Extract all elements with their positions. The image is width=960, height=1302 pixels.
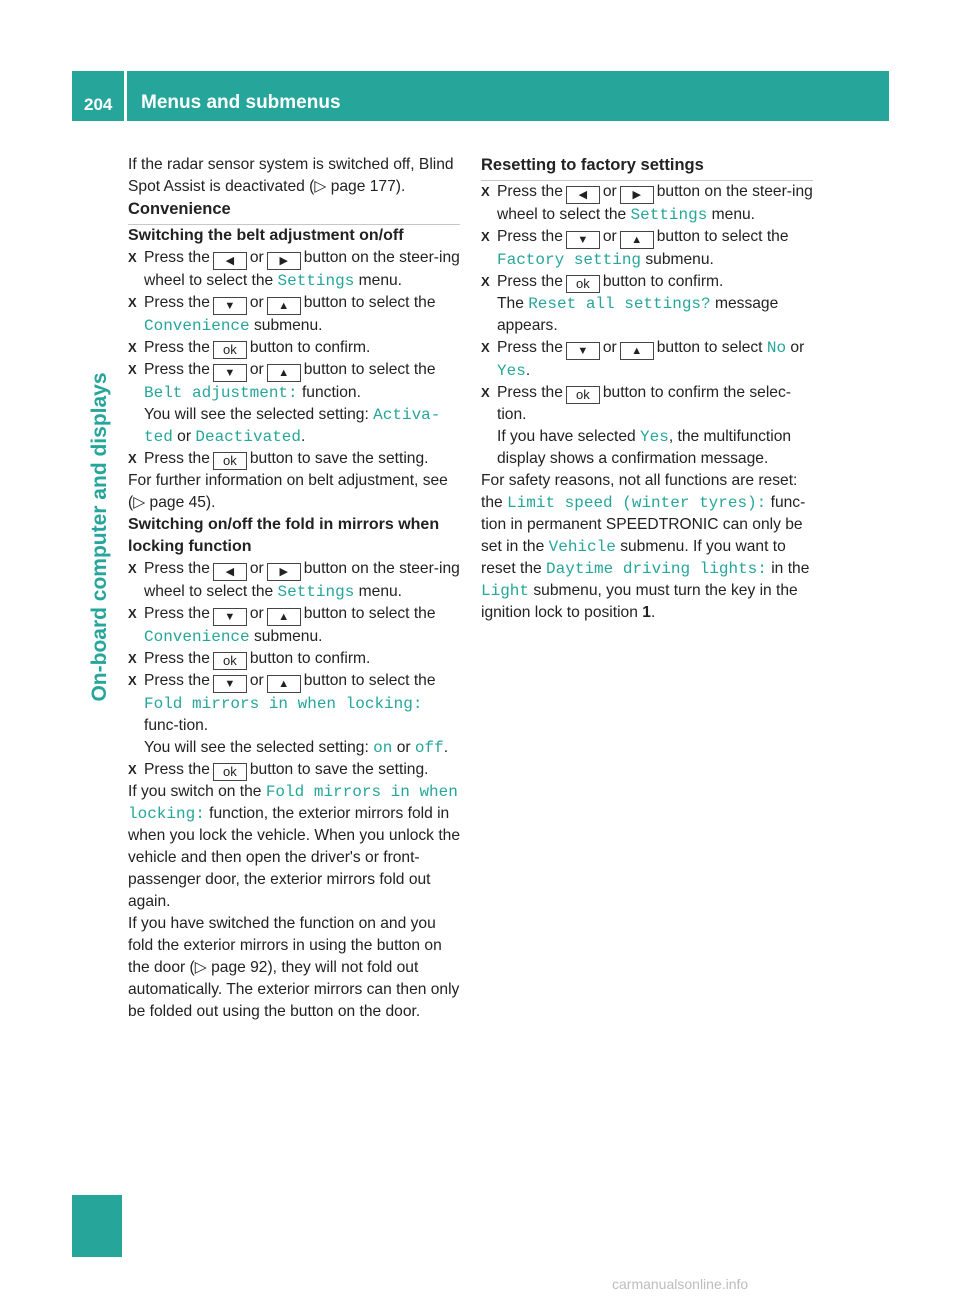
fold-selected-setting: You will see the selected setting: on or off. (144, 739, 449, 757)
section-heading-convenience: Convenience (128, 198, 460, 225)
intro-paragraph: If the radar sensor system is switched off, Blind Spot Assist is deactivated (▷ page 177). (128, 156, 454, 195)
step-belt-3: X Press the ok button to confirm. (128, 337, 460, 359)
side-tab-block (72, 1195, 122, 1257)
section-heading-reset: Resetting to factory settings (481, 154, 813, 181)
up-button-icon: ▲ (267, 297, 301, 315)
header-divider (124, 71, 127, 121)
limit-speed-term: Limit speed (winter tyres): (507, 494, 767, 512)
right-button-icon: ▶ (267, 563, 301, 581)
page-ref-arrow-icon: ▷ (133, 494, 146, 511)
reset-message-line: The Reset all settings? message appears. (497, 295, 779, 334)
side-tab (86, 142, 114, 932)
right-column (481, 154, 813, 624)
ok-button-icon: ok (566, 386, 600, 404)
convenience-term: Convenience (144, 628, 250, 646)
down-button-icon: ▼ (213, 608, 247, 626)
on-term: on (373, 739, 393, 757)
activated-term: Activa-ted (144, 406, 441, 446)
right-button-icon: ▶ (620, 186, 654, 204)
no-term: No (766, 339, 787, 357)
down-button-icon: ▼ (566, 342, 600, 360)
off-term: off (414, 739, 444, 757)
down-button-icon: ▼ (213, 364, 247, 382)
step-reset-2: X Press the ▼ or ▲ button to select the Factory setting submenu. (481, 226, 813, 271)
up-button-icon: ▲ (620, 342, 654, 360)
step-reset-1: X Press the ◀ or ▶ button on the steer-ing wheel to select the Settings menu. (481, 181, 813, 226)
step-belt-1: X Press the ◀ or ▶ button on the steer-ing wheel to select the Settings menu. (128, 247, 460, 292)
daytime-lights-term: Daytime driving lights: (546, 560, 767, 578)
step-reset-5: X Press the ok button to confirm the selec-tion. (481, 382, 813, 426)
page-number: 204 (84, 95, 113, 114)
ok-button-icon: ok (213, 763, 247, 781)
right-button-icon: ▶ (267, 252, 301, 270)
left-column (128, 154, 460, 1023)
step-fold-2: X Press the ▼ or ▲ button to select the Convenience submenu. (128, 603, 460, 648)
page-ref-arrow-icon: ▷ (194, 959, 207, 976)
left-button-icon: ◀ (566, 186, 600, 204)
belt-selected-setting: You will see the selected setting: Activa-ted or Deactivated. (144, 406, 441, 446)
ok-button-icon: ok (566, 275, 600, 293)
down-button-icon: ▼ (566, 231, 600, 249)
position-number: 1 (642, 604, 651, 621)
yes-term: Yes (640, 428, 669, 446)
yes-term: Yes (497, 362, 526, 380)
step-fold-5: X Press the ok button to save the setting. (128, 759, 460, 781)
settings-term: Settings (277, 583, 355, 601)
factory-setting-term: Factory setting (497, 251, 642, 269)
up-button-icon: ▲ (267, 675, 301, 693)
up-button-icon: ▲ (267, 608, 301, 626)
left-button-icon: ◀ (213, 563, 247, 581)
step-fold-4: X Press the ▼ or ▲ button to select the Fold mirrors in when locking: func-tion. (128, 670, 460, 737)
settings-term: Settings (277, 272, 355, 290)
footer-watermark: carmanualsonline.info (612, 1276, 749, 1292)
fold-mirrors-term: Fold mirrors in when locking: (144, 695, 423, 713)
step-reset-3: X Press the ok button to confirm. (481, 271, 813, 293)
ok-button-icon: ok (213, 341, 247, 359)
reset-confirm-line: If you have selected Yes, the multifunction display shows a confirmation message. (497, 428, 792, 467)
step-reset-4: X Press the ▼ or ▲ button to select No or Yes. (481, 337, 813, 382)
subheading-belt: Switching the belt adjustment on/off (128, 227, 404, 244)
ok-button-icon: ok (213, 652, 247, 670)
side-tab-label: On-board computer and displays (88, 372, 111, 702)
down-button-icon: ▼ (213, 675, 247, 693)
step-fold-1: X Press the ◀ or ▶ button on the steer-ing wheel to select the Settings menu. (128, 558, 460, 603)
fold-paragraph-2: If you have switched the function on and you fold the exterior mirrors in using the button on the door (▷ page 92), they will not fold out automatically. The exterior mirrors can then only be folded out using the button on the door. (128, 915, 460, 1020)
safety-paragraph: For safety reasons, not all functions are reset: the Limit speed (winter tyres): func-tion in permanent SPEEDTRONIC can only be set in the Vehicle submenu. If you want to reset the Daytime driving lights: in the Light submenu, you must turn the key in the ignition lock to position 1. (481, 472, 810, 621)
light-term: Light (481, 582, 530, 600)
fold-mirrors-term: Fold mirrors in when locking: (128, 783, 458, 823)
step-belt-4: X Press the ▼ or ▲ button to select the Belt adjustment: function. (128, 359, 460, 404)
deactivated-term: Deactivated (195, 428, 301, 446)
page-title: Menus and submenus (141, 92, 341, 113)
reset-all-term: Reset all settings? (528, 295, 711, 313)
belt-adjustment-term: Belt adjustment: (144, 384, 298, 402)
step-fold-3: X Press the ok button to confirm. (128, 648, 460, 670)
left-button-icon: ◀ (213, 252, 247, 270)
step-belt-2: X Press the ▼ or ▲ button to select the Convenience submenu. (128, 292, 460, 337)
vehicle-term: Vehicle (548, 538, 616, 556)
subheading-fold-mirrors: Switching on/off the fold in mirrors when locking function (128, 516, 440, 555)
down-button-icon: ▼ (213, 297, 247, 315)
belt-info-paragraph: For further information on belt adjustment, see (▷ page 45). (128, 472, 448, 511)
page-ref-arrow-icon: ▷ (314, 178, 327, 195)
up-button-icon: ▲ (620, 231, 654, 249)
ok-button-icon: ok (213, 452, 247, 470)
up-button-icon: ▲ (267, 364, 301, 382)
settings-term: Settings (630, 206, 708, 224)
fold-paragraph-1: If you switch on the Fold mirrors in when locking: function, the exterior mirrors fold in when you lock the vehicle. When you unlock the vehicle and then open the driver's or front-passenger door, the exterior mirrors fold out again. (128, 783, 460, 910)
convenience-term: Convenience (144, 317, 250, 335)
step-belt-5: X Press the ok button to save the setting. (128, 448, 460, 470)
